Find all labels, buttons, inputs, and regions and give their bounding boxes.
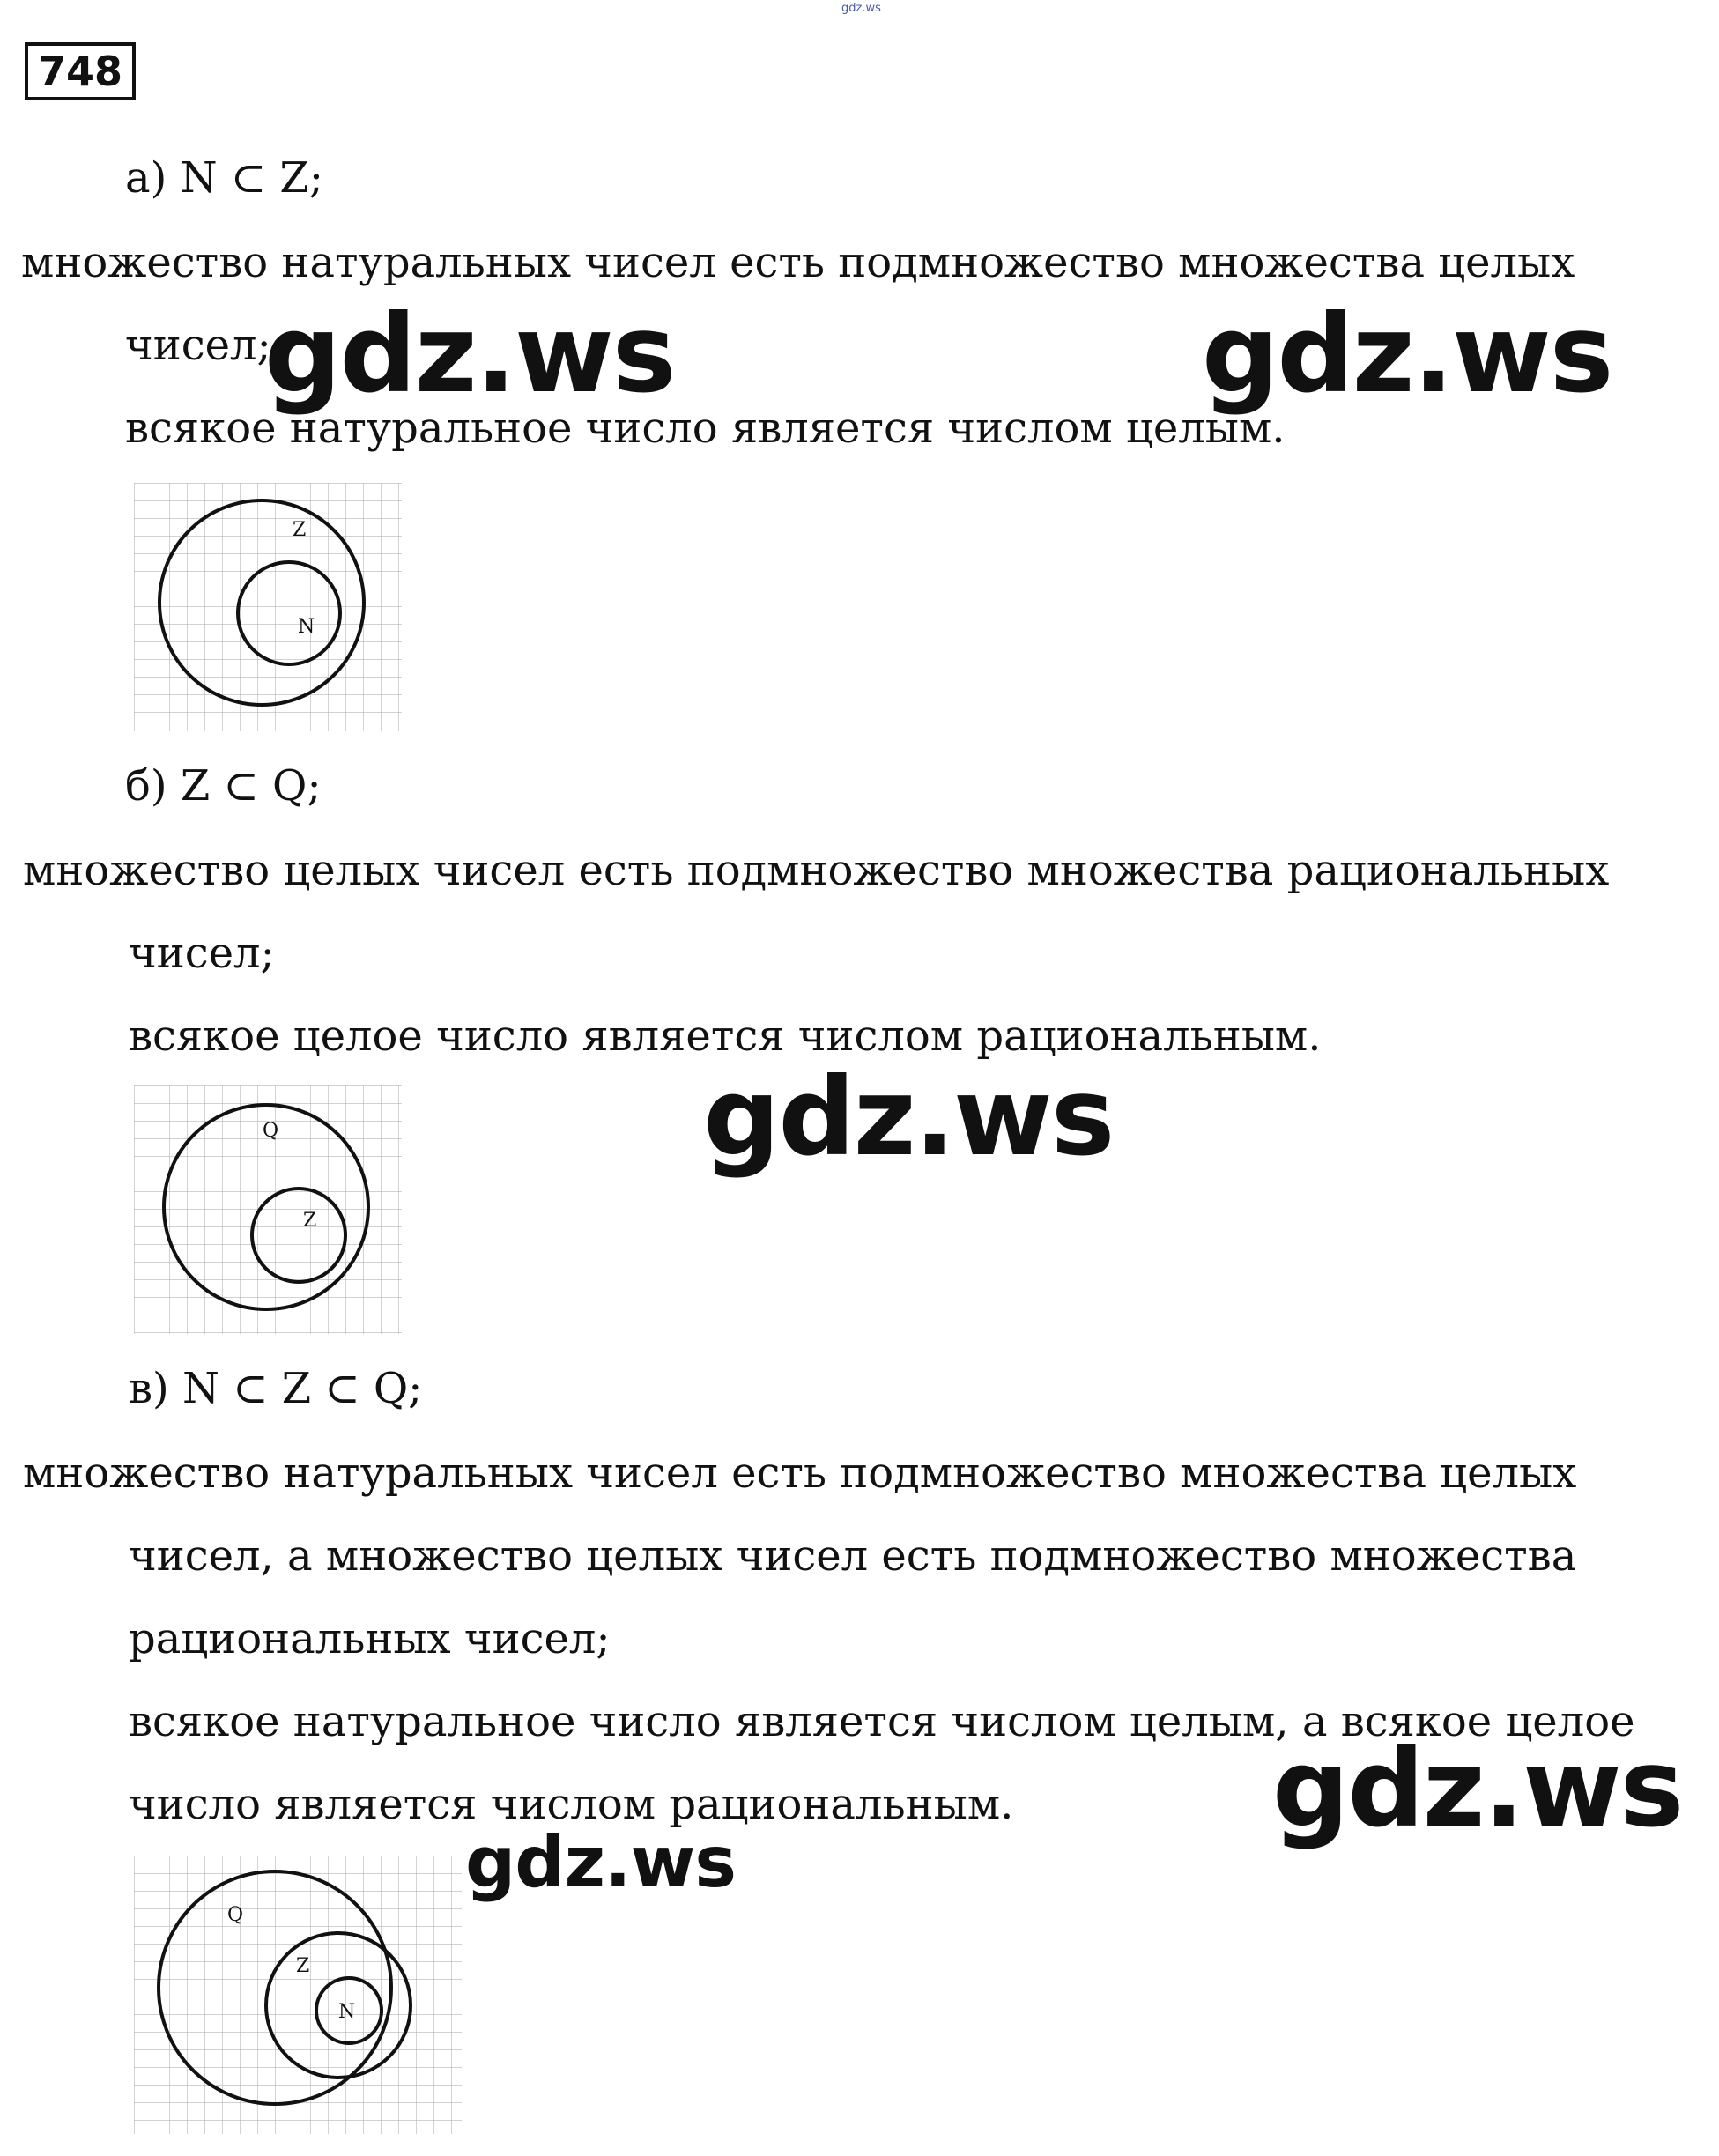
venn-diagram-a: [134, 483, 402, 731]
inner-set-label: N: [338, 2001, 356, 2023]
inner-set-label: Z: [303, 1210, 317, 1232]
part-b-formula: б) Z ⊂ Q;: [125, 761, 322, 811]
watermark: gdz.ws: [1202, 292, 1612, 417]
part-b-line1: множество целых чисел есть подмножество множества рациональных: [23, 846, 1610, 895]
watermark: gdz.ws: [1272, 1726, 1683, 1851]
part-a-formula: а) N ⊂ Z;: [125, 153, 323, 203]
part-a-line1: множество натуральных чисел есть подмножество множества целых: [21, 238, 1575, 287]
watermark: gdz.ws: [703, 1055, 1114, 1180]
venn-diagram-c: [134, 1856, 462, 2134]
part-c-line5: число является числом рациональным.: [129, 1780, 1014, 1829]
venn-diagram-b: [134, 1085, 402, 1334]
part-c-line3: рациональных чисел;: [129, 1614, 611, 1663]
part-c-line2: чисел, а множество целых чисел есть подмножество множества: [129, 1531, 1577, 1581]
part-c-formula: в) N ⊂ Z ⊂ Q;: [129, 1364, 423, 1413]
outer-set-label: Q: [263, 1120, 279, 1142]
part-a-line2: чисел;: [125, 321, 271, 370]
part-c-line4: всякое натуральное число является числом целым, а всякое целое: [129, 1697, 1635, 1746]
watermark: gdz.ws: [465, 1821, 737, 1903]
task-number: 748: [25, 42, 136, 100]
inner-set-label: N: [298, 616, 315, 638]
middle-set-label: Z: [296, 1955, 310, 1977]
outer-set-label: Q: [227, 1904, 244, 1926]
site-mark: gdz.ws: [841, 2, 881, 15]
part-b-line3: всякое целое число является числом рациональным.: [129, 1011, 1322, 1061]
watermark: gdz.ws: [264, 292, 675, 417]
part-c-line1: множество натуральных чисел есть подмножество множества целых: [23, 1448, 1577, 1498]
part-a-line3: всякое натуральное число является числом целым.: [125, 404, 1286, 453]
part-b-line2: чисел;: [129, 929, 275, 978]
outer-set-label: Z: [293, 519, 307, 541]
